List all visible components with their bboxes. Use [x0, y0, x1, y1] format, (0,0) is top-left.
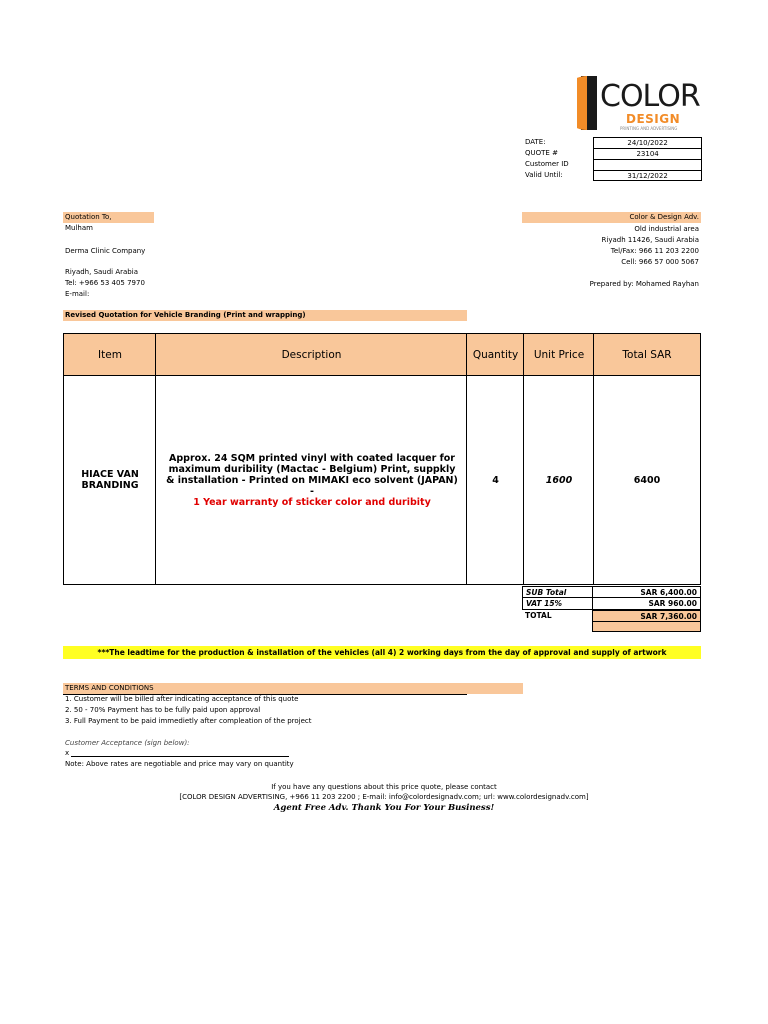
total-label: TOTAL: [525, 611, 552, 620]
cell-total: 6400: [633, 474, 661, 486]
subtotal-label: SUB Total: [523, 587, 593, 597]
meta-row-valid-until: [522, 170, 702, 181]
total-row: [522, 610, 701, 622]
footer-contact-intro: If you have any questions about this price quote, please contact: [271, 783, 497, 791]
terms-bar: [63, 683, 523, 694]
total-value: SAR 7,360.00: [592, 610, 701, 622]
footer-contact-details: [COLOR DESIGN ADVERTISING, +966 11 203 2200 ; E-mail: info@colordesignadv.com; url: www.colordesignadv.com]: [179, 793, 589, 801]
header-quantity: Quantity: [472, 349, 519, 361]
meta-label: Customer ID: [525, 160, 569, 168]
quotation-subject: Revised Quotation for Vehicle Branding (Print and wrapping): [65, 311, 306, 319]
total-spacer: [592, 622, 701, 632]
subtotal-row: [522, 586, 701, 598]
quotation-to-bar: [63, 212, 154, 223]
meta-value-quote: 23104: [593, 148, 702, 159]
signature-x: x: [65, 749, 70, 757]
vat-row: [522, 598, 701, 610]
cell-description: [164, 376, 460, 584]
terms-heading: TERMS AND CONDITIONS: [65, 684, 154, 692]
logo-tagline: PRINTING AND ADVERTISING: [620, 126, 678, 131]
client-company: Derma Clinic Company: [65, 247, 146, 255]
header-unit-price: Unit Price: [533, 349, 585, 361]
vendor-telfax: Tel/Fax: 966 11 203 2200: [610, 247, 699, 255]
vat-value: SAR 960.00: [648, 599, 697, 608]
vendor-city: Riyadh 11426, Saudi Arabia: [601, 236, 699, 244]
meta-row-customer-id: [522, 159, 702, 170]
description-text: Approx. 24 SQM printed vinyl with coated lacquer for maximum duribility (Mactac - Belgium) Print, suppkly & installation - Printed on MIMAKI eco solvent (JAPAN) -: [166, 452, 458, 497]
client-city: Riyadh, Saudi Arabia: [65, 268, 138, 276]
meta-label: Valid Until:: [525, 171, 563, 179]
rates-note: Note: Above rates are negotiable and price may vary on quantity: [65, 760, 294, 768]
subtotal-value: SAR 6,400.00: [640, 588, 697, 597]
vendor-cell: Cell: 966 57 000 5067: [621, 258, 699, 266]
cell-item: HIACE VAN BRANDING: [81, 469, 139, 491]
warranty-text: 1 Year warranty of sticker color and duribity: [193, 496, 431, 508]
logo-subword: DESIGN: [626, 112, 681, 126]
logo-wordmark: COLOR: [600, 79, 700, 114]
leadtime-banner: [63, 646, 701, 659]
term-3: 3. Full Payment to be paid immedietly after compleation of the project: [65, 717, 312, 725]
meta-row-date: [522, 137, 702, 148]
customer-acceptance-label: Customer Acceptance (sign below):: [65, 739, 190, 747]
vendor-bar: [522, 212, 701, 223]
client-name: Mulham: [65, 224, 93, 232]
vendor-name: Color & Design Adv.: [629, 213, 699, 221]
footer-thank-you: Agent Free Adv. Thank You For Your Business!: [273, 803, 495, 813]
meta-label: DATE:: [525, 138, 546, 146]
quotation-table: [63, 333, 701, 585]
cell-quantity: 4: [492, 474, 499, 486]
meta-value-valid-until: 31/12/2022: [593, 170, 702, 181]
term-1: 1. Customer will be billed after indicating acceptance of this quote: [65, 695, 299, 703]
header-total: Total SAR: [622, 349, 672, 361]
meta-value-customer-id: [593, 159, 702, 170]
client-email: E-mail:: [65, 290, 90, 298]
quote-meta: [522, 137, 702, 181]
term-2: 2. 50 - 70% Payment has to be fully paid upon approval: [65, 706, 261, 714]
leadtime-text: ***The leadtime for the production & installation of the vehicles (all 4) 2 working days from the day of approval and supply of artwork: [97, 648, 667, 657]
vat-label: VAT 15%: [523, 598, 593, 609]
subject-bar: [63, 310, 467, 321]
cell-unit-price: 1600: [545, 474, 573, 486]
client-tel: Tel: +966 53 405 7970: [65, 279, 145, 287]
quotation-to-heading: Quotation To,: [65, 213, 112, 221]
signature-line[interactable]: [71, 756, 289, 757]
prepared-by: Prepared by: Mohamed Rayhan: [589, 280, 699, 288]
meta-row-quote: [522, 148, 702, 159]
meta-value-date: 24/10/2022: [593, 137, 702, 148]
header-item: Item: [98, 349, 122, 361]
vendor-area: Old industrial area: [634, 225, 699, 233]
header-description: Description: [281, 349, 342, 361]
meta-label: QUOTE #: [525, 149, 558, 157]
totals-block: [522, 586, 701, 632]
